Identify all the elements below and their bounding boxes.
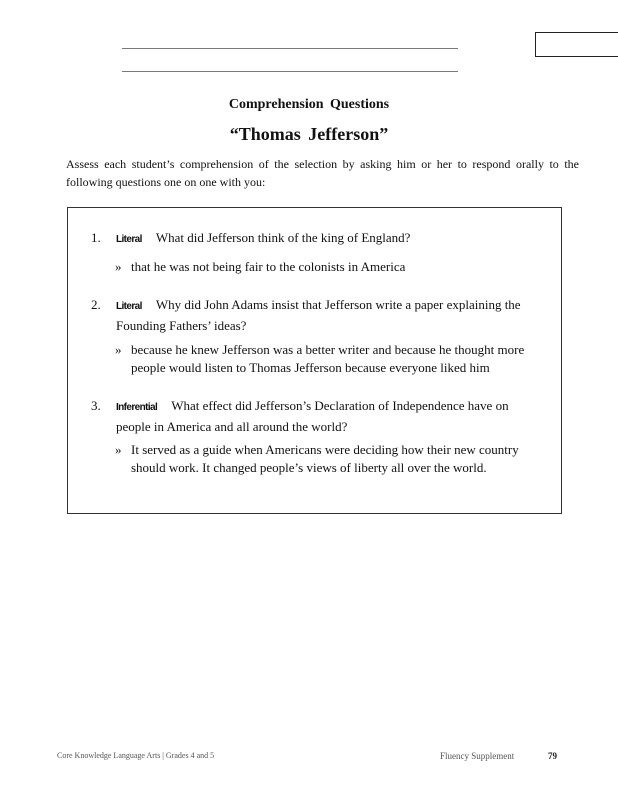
footer-series-label: Core Knowledge Language Arts | Grades 4 and 5 <box>57 751 215 760</box>
questions-box <box>67 207 562 514</box>
question-text: What did Jefferson think of the king of England? <box>155 230 411 245</box>
question-type-label: Literal <box>116 301 142 312</box>
question-text: What effect did Jefferson’s Declaration of Independence have on people in America and all around the world? <box>116 398 509 434</box>
answer-bullet: » <box>115 442 122 457</box>
section-heading: Comprehension Questions <box>228 97 390 112</box>
question-item <box>91 396 543 436</box>
answer-item <box>115 258 547 276</box>
answer-item <box>115 341 547 377</box>
question-text: Why did John Adams insist that Jefferson write a paper explaining the Founding Fathers’ ideas? <box>116 297 521 333</box>
answer-item <box>115 441 547 477</box>
question-type-label: Literal <box>116 234 142 245</box>
answer-bullet: » <box>115 259 122 274</box>
question-type-label: Inferential <box>116 402 158 413</box>
answer-bullet: » <box>115 342 122 357</box>
answer-text: that he was not being fair to the colonists in America <box>131 259 406 274</box>
footer-section-label: Fluency Supplement <box>440 751 515 761</box>
page-title: “Thomas Jefferson” <box>229 124 389 144</box>
page-number: 79 <box>548 751 557 761</box>
answer-text: because he knew Jefferson was a better writer and because he thought more people would listen to Thomas Jefferson because everyone liked him <box>131 342 525 375</box>
question-number: 2. <box>91 297 101 312</box>
question-item <box>91 228 543 249</box>
corner-box <box>535 32 618 57</box>
intro-paragraph: Assess each student’s comprehension of the selection by asking him or her to respond orally to the following questions one on one with you: <box>66 157 579 189</box>
question-number: 3. <box>91 398 101 413</box>
name-line <box>122 48 458 49</box>
question-number: 1. <box>91 230 101 245</box>
date-line <box>122 71 458 72</box>
question-item <box>91 295 543 335</box>
answer-text: It served as a guide when Americans were deciding how their new country should work. It changed people’s views of liberty all over the world. <box>131 442 519 475</box>
